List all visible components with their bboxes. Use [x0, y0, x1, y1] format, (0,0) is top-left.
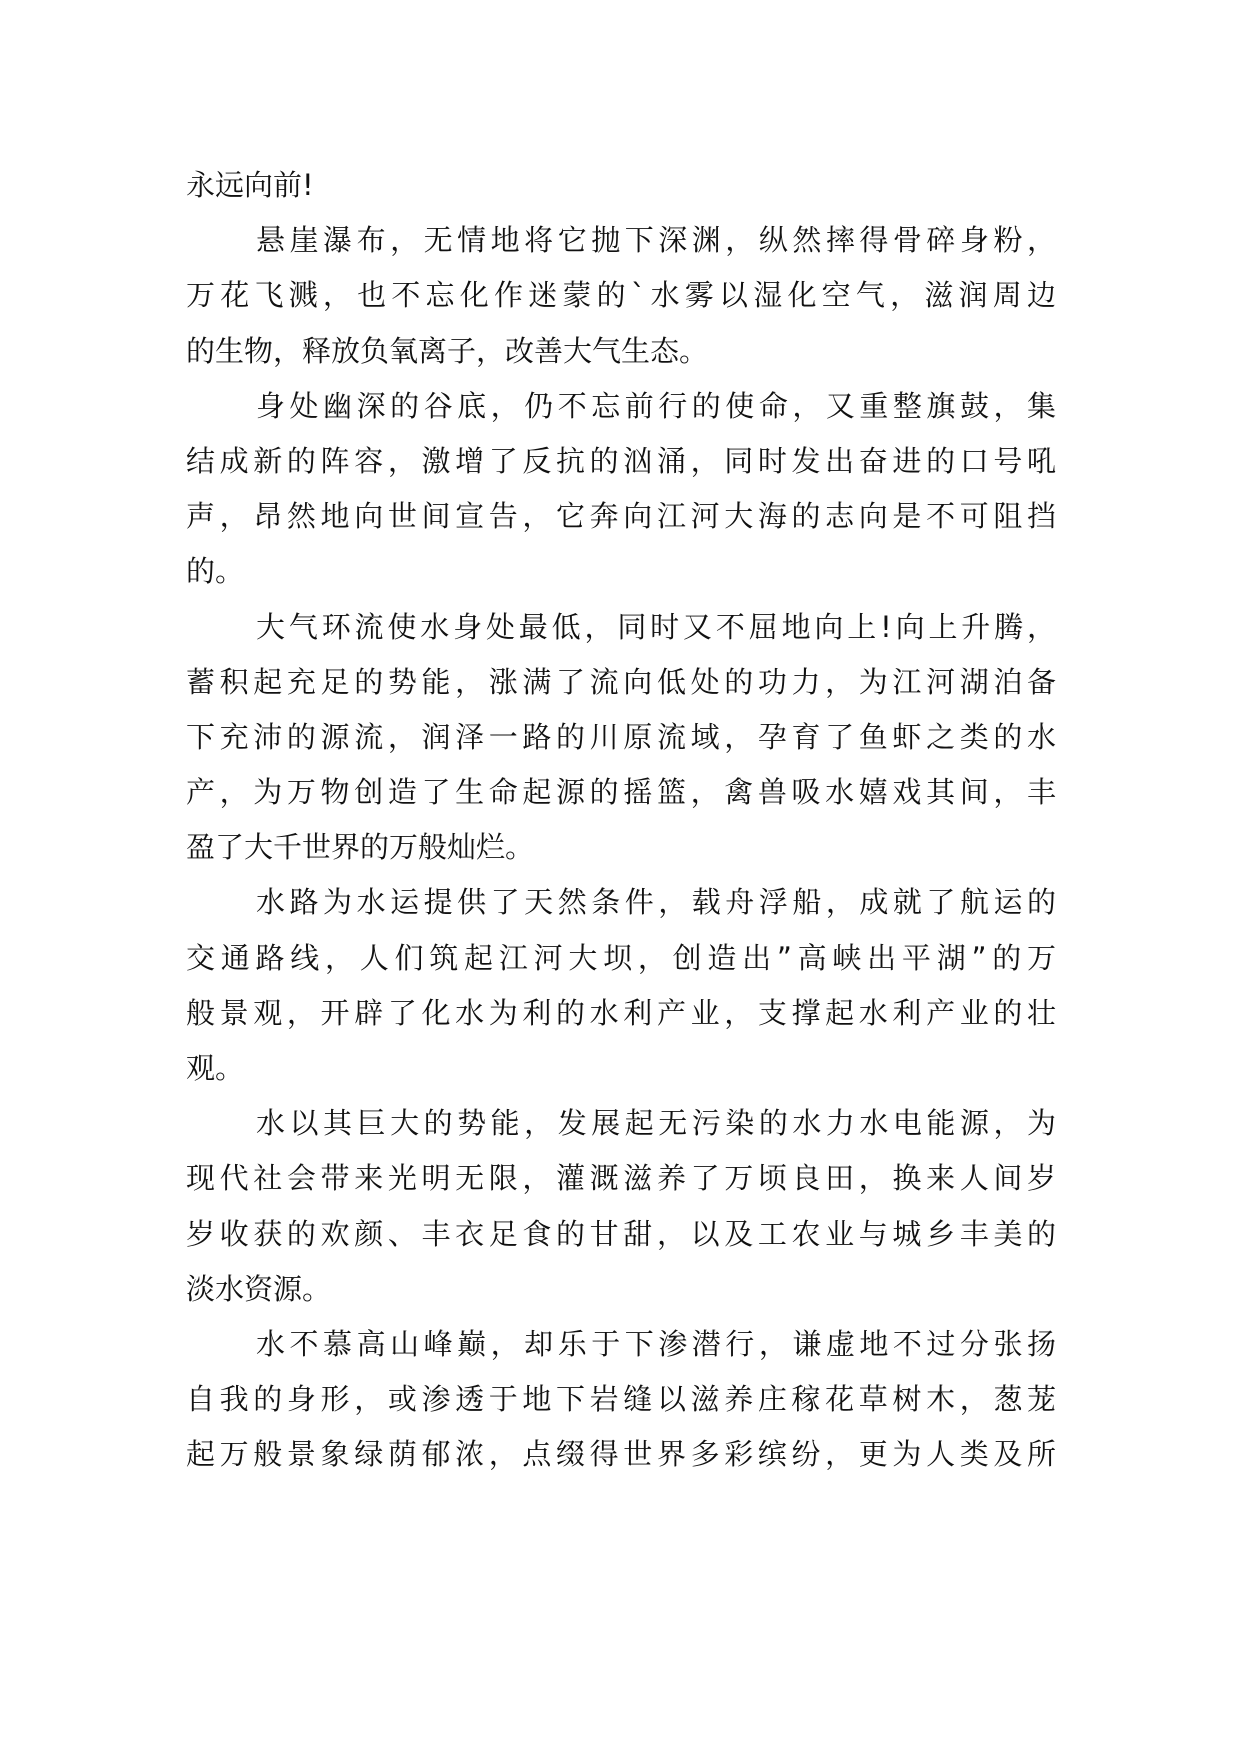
text-line: 永远向前!	[186, 168, 314, 202]
text-line: 的。	[186, 554, 245, 589]
text-line: 下充沛的源流，润泽一路的川原流域，孕育了鱼虾之类的水	[186, 719, 1056, 754]
text-line: 悬崖瀑布，无情地将它抛下深渊，纵然摔得骨碎身粉，	[256, 223, 1056, 258]
text-line: 自我的身形，或渗透于地下岩缝以滋养庄稼花草树木，葱茏	[186, 1382, 1056, 1417]
text-line: 身处幽深的谷底，仍不忘前行的使命，又重整旗鼓，集	[256, 388, 1056, 423]
text-line: 水路为水运提供了天然条件，载舟浮船，成就了航运的	[256, 885, 1056, 920]
text-line: 万花飞溅，也不忘化作迷蒙的`水雾以湿化空气，滋润周边	[186, 278, 1056, 313]
text-line: 淡水资源。	[186, 1271, 332, 1306]
text-line: 交通路线，人们筑起江河大坝，创造出”高峡出平湖”的万	[186, 940, 1056, 975]
text-line: 观。	[186, 1051, 245, 1085]
text-line: 般景观，开辟了化水为利的水利产业，支撑起水利产业的壮	[186, 995, 1056, 1030]
text-line: 声，昂然地向世间宣告，它奔向江河大海的志向是不可阻挡	[186, 499, 1056, 534]
text-line: 起万般景象绿荫郁浓，点缀得世界多彩缤纷，更为人类及所	[186, 1437, 1056, 1472]
text-line: 的生物，释放负氧离子，改善大气生态。	[186, 333, 709, 368]
text-line: 水以其巨大的势能，发展起无污染的水力水电能源，为	[256, 1106, 1056, 1141]
text-line: 岁收获的欢颜、丰衣足食的甘甜，以及工农业与城乡丰美的	[186, 1216, 1056, 1251]
text-line: 盈了大千世界的万般灿烂。	[186, 830, 535, 865]
text-line: 结成新的阵容，激增了反抗的汹涌，同时发出奋进的口号吼	[186, 443, 1056, 478]
text-line: 产，为万物创造了生命起源的摇篮，禽兽吸水嬉戏其间，丰	[186, 775, 1056, 810]
text-line: 蓄积起充足的势能，涨满了流向低处的功力，为江河湖泊备	[186, 664, 1056, 699]
text-line: 水不慕高山峰巅，却乐于下渗潜行，谦虚地不过分张扬	[256, 1326, 1056, 1361]
body-text	[186, 158, 1056, 1483]
text-line: 现代社会带来光明无限，灌溉滋养了万顷良田，换来人间岁	[186, 1161, 1056, 1196]
text-line: 大气环流使水身处最低，同时又不屈地向上!向上升腾，	[256, 609, 1056, 644]
